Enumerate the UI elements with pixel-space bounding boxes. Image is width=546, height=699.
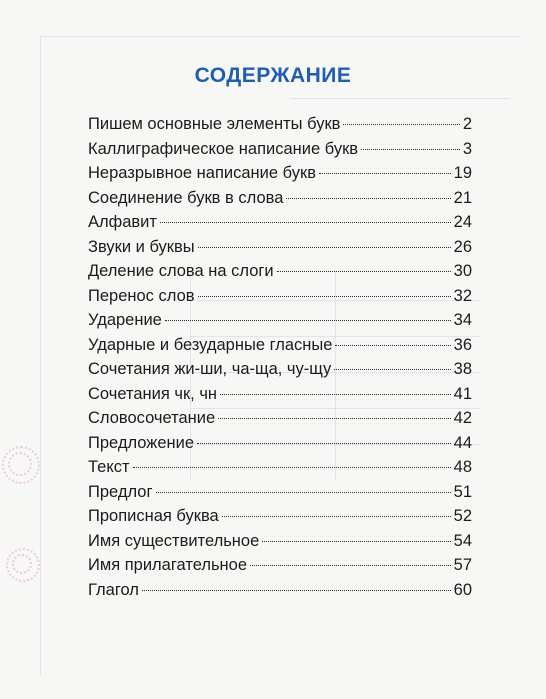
- toc-entry-page-number: 24: [453, 213, 472, 231]
- toc-entry[interactable]: [88, 336, 472, 361]
- toc-entry-page-number: 21: [453, 188, 472, 207]
- toc-entry[interactable]: [88, 532, 472, 557]
- ghost-rule: [40, 36, 520, 37]
- toc-entry[interactable]: [88, 262, 472, 287]
- toc-leader-dots: [222, 516, 451, 517]
- toc-entry-label: Ударные и безударные гласные: [88, 335, 333, 354]
- toc-leader-dots: [334, 369, 450, 370]
- toc-entry-label: Словосочетание: [88, 409, 216, 427]
- toc-leader-dots: [250, 565, 451, 566]
- toc-entry[interactable]: [88, 507, 472, 532]
- toc-leader-dots: [156, 492, 451, 493]
- toc-entry-page-number: 32: [453, 286, 472, 305]
- toc-leader-dots: [198, 247, 451, 248]
- flower-ornament-icon: [8, 452, 32, 476]
- toc-leader-dots: [198, 296, 451, 297]
- toc-entry-label: Деление слова на слоги: [88, 262, 274, 280]
- toc-entry-page-number: 30: [453, 262, 472, 280]
- toc-entry-page-number: 44: [453, 433, 472, 452]
- toc-leader-dots: [197, 443, 451, 444]
- toc-entry-label: Перенос слов: [88, 286, 195, 305]
- toc-entry-label: Соединение букв в слова: [88, 188, 284, 207]
- toc-entry-page-number: 48: [453, 458, 472, 476]
- toc-entry[interactable]: [88, 164, 472, 189]
- toc-entry-label: Неразрывное написание букв: [88, 164, 316, 182]
- toc-leader-dots: [286, 198, 450, 199]
- page-title: СОДЕРЖАНИЕ: [194, 64, 352, 87]
- toc-entry[interactable]: [88, 189, 472, 214]
- toc-entry[interactable]: [88, 140, 472, 165]
- toc-entry-label: Звуки и буквы: [88, 237, 195, 256]
- toc-entry-label: Сочетания чк, чн: [88, 384, 218, 403]
- toc-entry-label: Пишем основные элементы букв: [88, 115, 341, 133]
- toc-leader-dots: [165, 320, 451, 321]
- toc-leader-dots: [343, 124, 459, 125]
- ghost-rule: [290, 98, 510, 99]
- toc-entry[interactable]: [88, 458, 472, 483]
- toc-entry-label: Имя существительное: [88, 531, 260, 550]
- toc-entry-page-number: 51: [453, 482, 472, 501]
- toc-entry-label: Текст: [88, 458, 130, 476]
- toc-entry-page-number: 36: [453, 335, 472, 354]
- toc-entry-label: Имя прилагательное: [88, 556, 248, 574]
- toc-leader-dots: [160, 222, 451, 223]
- toc-leader-dots: [319, 173, 451, 174]
- toc-entry[interactable]: [88, 115, 472, 140]
- toc-entry-page-number: 60: [453, 580, 472, 599]
- ghost-rule: [40, 36, 41, 676]
- toc-entry-page-number: 42: [453, 409, 472, 427]
- toc-entry[interactable]: [88, 287, 472, 312]
- toc-entry-label: Предложение: [88, 433, 195, 452]
- toc-entry-page-number: 52: [453, 507, 472, 525]
- toc-entry-page-number: 54: [453, 531, 472, 550]
- toc-leader-dots: [133, 467, 451, 468]
- toc-entry-page-number: 57: [453, 556, 472, 574]
- toc-entry[interactable]: [88, 385, 472, 410]
- toc-entry[interactable]: [88, 409, 472, 434]
- toc-entry[interactable]: [88, 213, 472, 238]
- toc-leader-dots: [277, 271, 451, 272]
- toc-entry-page-number: 2: [462, 115, 472, 133]
- toc-entry-label: Предлог: [88, 482, 153, 501]
- toc-entry[interactable]: [88, 238, 472, 263]
- toc-entry-label: Каллиграфическое написание букв: [88, 139, 359, 158]
- toc-entry-label: Ударение: [88, 311, 162, 329]
- toc-leader-dots: [142, 590, 451, 591]
- toc-leader-dots: [220, 394, 451, 395]
- toc-entry[interactable]: [88, 581, 472, 606]
- toc-entry-label: Глагол: [88, 580, 139, 599]
- toc-entry-label: Алфавит: [88, 213, 157, 231]
- toc-leader-dots: [262, 541, 450, 542]
- toc-leader-dots: [335, 345, 450, 346]
- toc-entry[interactable]: [88, 311, 472, 336]
- toc-entry[interactable]: [88, 483, 472, 508]
- toc-entry-page-number: 38: [453, 360, 472, 378]
- table-of-contents: [88, 115, 472, 605]
- toc-entry-label: Прописная буква: [88, 507, 219, 525]
- toc-leader-dots: [361, 149, 460, 150]
- toc-leader-dots: [218, 418, 450, 419]
- toc-entry[interactable]: [88, 556, 472, 581]
- toc-entry-page-number: 3: [462, 139, 472, 158]
- toc-entry-label: Сочетания жи-ши, ча-ща, чу-щу: [88, 360, 332, 378]
- toc-entry-page-number: 26: [453, 237, 472, 256]
- toc-entry[interactable]: [88, 434, 472, 459]
- flower-ornament-icon: [12, 554, 32, 574]
- toc-entry[interactable]: [88, 360, 472, 385]
- toc-entry-page-number: 41: [453, 384, 472, 403]
- toc-entry-page-number: 34: [453, 311, 472, 329]
- toc-entry-page-number: 19: [453, 164, 472, 182]
